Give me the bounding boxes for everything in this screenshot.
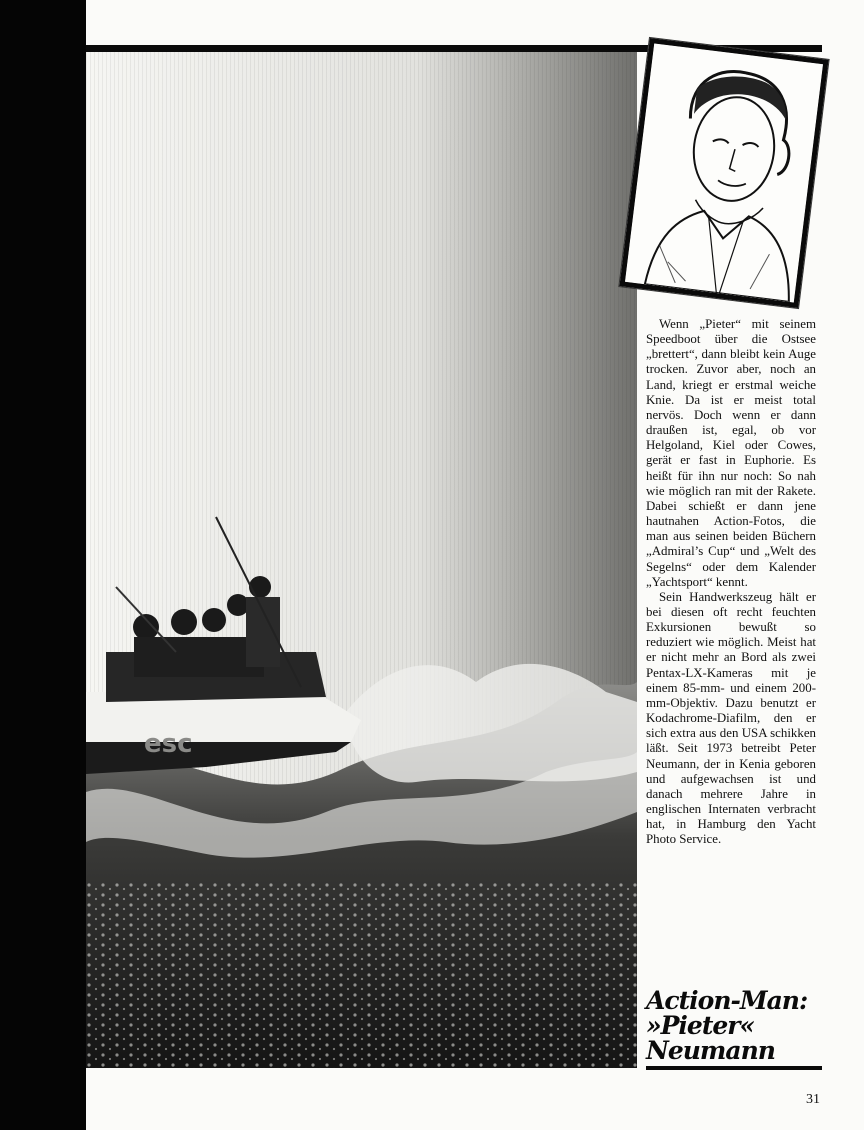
binding-edge (0, 0, 86, 1130)
speedboat-photo (86, 52, 637, 1068)
headline-line-3: Neumann (646, 1036, 775, 1065)
headline-line-2: »Pieter« (646, 1011, 755, 1040)
article-body (646, 317, 816, 847)
portrait-sketch (619, 38, 828, 308)
page-number: 31 (806, 1092, 820, 1107)
article-paragraph-1: Wenn „Pieter“ mit seinem Speedboot über die Ostsee „brettert“, dann bleibt kein Auge trocken. Zuvor aber, noch an Land, kriegt er erstmal weiche Knie. Da ist er meist total nervös. Doch wenn er dann draußen ist, egal, ob vor Helgoland, Kiel oder Cowes, gerät er fast in Euphorie. Es heißt für ihn nur noch: So nah wie möglich ran mit der Rakete. Dabei schießt er dann jene hautnahen Action-Fotos, die man aus seinen beiden Büchern „Admiral’s Cup“ und „Welt des Segelns“ oder dem Kalender „Yachtsport“ kennt. (646, 317, 816, 589)
svg-text:esc: esc (144, 729, 193, 759)
headline-rule (646, 1066, 822, 1070)
headline-line-1: Action-Man: (646, 986, 808, 1015)
headline (646, 988, 824, 1063)
article-paragraph-2: Sein Handwerkszeug hält er bei diesen oft recht feuchten Exkursionen bewußt so reduziert wie möglich. Meist hat er nicht mehr an Bord als zwei Pentax-LX-Kameras mit je einem 85-mm- und einem 200-mm-Objektiv. Dazu benutzt er Kodachrome-Diafilm, den er sich extra aus den USA schikken läßt. Seit 1973 betreibt Peter Neumann, der in Kenia geboren und aufgewachsen ist und danach mehrere Jahre in englischen Internaten verbracht hat, in Hamburg den Yacht Photo Service. (646, 589, 816, 847)
